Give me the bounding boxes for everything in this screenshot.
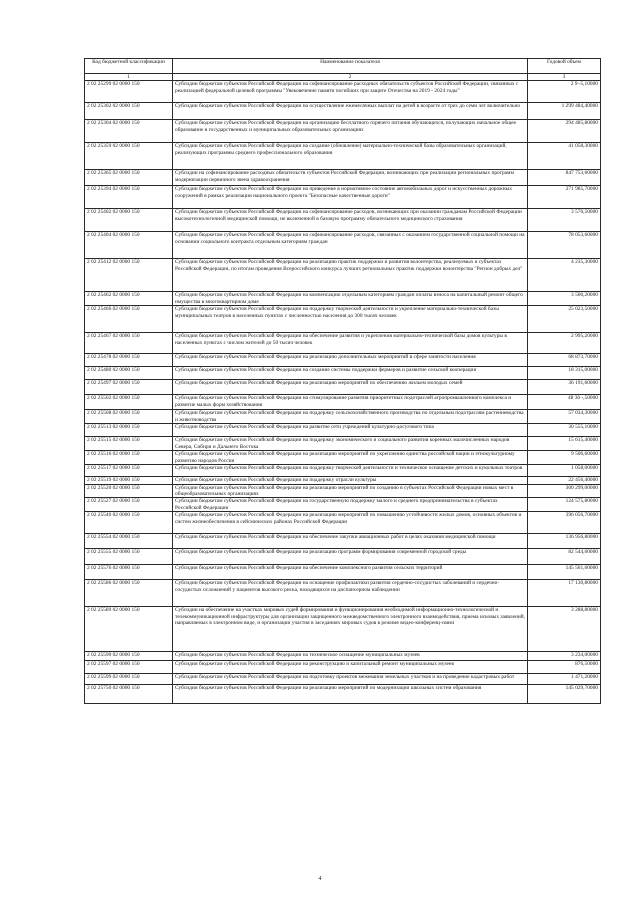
budget-code-cell: 2 02 25516 02 0000 150 bbox=[85, 451, 173, 465]
indicator-name-cell: Субсидии бюджетам субъектов Российской Федерации на поддержку экономического и социального развития коренных малочисленных народов Севера, Сибири и Дальнего Востока bbox=[173, 437, 528, 451]
budget-table-body bbox=[85, 59, 601, 704]
table-row bbox=[85, 292, 601, 306]
budget-code-cell: 2 02 25359 02 0000 150 bbox=[85, 143, 173, 170]
indicator-name-cell: Субсидии бюджетам субъектов Российской Федерации на реализацию мероприятий по повышению устойчивости жилых домов, основных объектов и систем жизнеобеспечения в сейсмических районах Российской Федерации bbox=[173, 512, 528, 534]
table-row bbox=[85, 661, 601, 674]
indicator-name-cell: Субсидии бюджетам субъектов Российской Федерации на реконструкцию и капитальный ремонт муниципальных музеев bbox=[173, 661, 528, 674]
indicator-name-cell: Субсидии бюджетам субъектов Российской Федерации на реализацию мероприятий по созданию в субъектах Российской Федерации новых мест в общеобразовательных организациях bbox=[173, 484, 528, 498]
indicator-name-cell: Субсидии бюджетам субъектов Российской Федерации на реализацию мероприятий по укреплению единства российской нации и этнокультурному развитию народов России bbox=[173, 451, 528, 465]
budget-code-cell: 2 02 25502 02 0000 150 bbox=[85, 395, 173, 410]
indicator-name-cell: Субсидии бюджетам субъектов Российской Федерации на поддержку сельскохозяйственного производства по отдельным подотраслям растениеводства и животноводства bbox=[173, 410, 528, 424]
table-row bbox=[85, 674, 601, 685]
indicator-name-cell: Субсидии бюджетам субъектов Российской Федерации на организацию бесплатного горячего питания обучающихся, получающих начальное общее образование в государственных и муниципальных образовательных организациях bbox=[173, 120, 528, 143]
table-row bbox=[85, 380, 601, 395]
indicator-name-cell: Субсидии бюджетам субъектов Российской Федерации на осуществление ежемесячных выплат на детей в возрасте от трех до семи лет включительно bbox=[173, 103, 528, 120]
annual-volume-cell: 145 561,60000 bbox=[528, 565, 601, 580]
budget-code-cell: 2 02 25519 02 0000 150 bbox=[85, 477, 173, 484]
table-row bbox=[85, 367, 601, 380]
budget-code-cell: 2 02 25478 02 0000 150 bbox=[85, 354, 173, 367]
budget-code-cell: 2 02 25576 02 0000 150 bbox=[85, 565, 173, 580]
table-header-row bbox=[85, 59, 601, 74]
budget-code-cell: 2 02 25365 02 0000 150 bbox=[85, 170, 173, 186]
table-row bbox=[85, 451, 601, 465]
indicator-name-cell: Субсидии бюджетам субъектов Российской Федерации на реализацию дополнительных мероприятий в сфере занятости населения bbox=[173, 354, 528, 367]
budget-code-cell: 2 02 25302 02 0000 150 bbox=[85, 103, 173, 120]
indicator-name-cell: Субсидии бюджетам субъектов Российской Федерации на подготовку проектов межевания земельных участков и на проведение кадастровых работ bbox=[173, 674, 528, 685]
indicator-name-cell: Субсидии бюджетам субъектов Российской Федерации на реализацию практик поддержки и развития волонтерства, реализуемых в субъектах Российской Федерации, по итогам проведения Всероссийского конкурса лучших региональных практик поддержки волонтерства "Регион добрых дел" bbox=[173, 259, 528, 292]
annual-volume-cell: 1 299 484,40000 bbox=[528, 103, 601, 120]
table-row bbox=[85, 81, 601, 103]
table-row bbox=[85, 565, 601, 580]
table-row bbox=[85, 512, 601, 534]
indicator-name-cell: Субсидии бюджетам субъектов Российской Федерации на обеспечение развития и укрепления материально-технической базы домов культуры в населенных пунктах с числом жителей до 50 тысяч человек bbox=[173, 333, 528, 354]
budget-code-cell: 2 02 25517 02 0000 150 bbox=[85, 465, 173, 477]
table-row bbox=[85, 306, 601, 333]
budget-code-cell: 2 02 25555 02 0000 150 bbox=[85, 549, 173, 565]
annual-volume-cell: 876,50000 bbox=[528, 661, 601, 674]
indicator-name-cell: Субсидии бюджетам субъектов Российской Федерации на софинансирование расходов, связанных с оказанием государственной социальной помощи на основании социального контракта отдельным категориям граждан bbox=[173, 232, 528, 259]
indicator-name-cell: Субсидии бюджетам субъектов Российской Федерации на реализацию программ формирования современной городской среды bbox=[173, 549, 528, 565]
budget-code-cell: 2 02 25402 02 0000 150 bbox=[85, 209, 173, 232]
table-row bbox=[85, 354, 601, 367]
annual-volume-cell: 22 456,40000 bbox=[528, 477, 601, 484]
indicator-name-cell: Субсидии на обеспечение на участках мировых судей формирования и функционирования необходимой информационно-технологической и телекоммуникационной инфраструктуры для организации защищенного межведомственного электронного взаимодействия, приема исковых заявлений, направляемых в электронном виде, и организации участия в заседаниях мировых судов в режиме видео-конференц-связи bbox=[173, 607, 528, 652]
table-row bbox=[85, 477, 601, 484]
annual-volume-cell: 145 029,70000 bbox=[528, 685, 601, 704]
table-row bbox=[85, 580, 601, 607]
budget-table bbox=[84, 58, 601, 704]
indicator-name-cell: Субсидии бюджетам субъектов Российской Федерации на обеспечение комплексного развития сельских территорий bbox=[173, 565, 528, 580]
header-volume-cell: Годовой объем bbox=[528, 59, 601, 74]
column-number: 2 bbox=[173, 74, 528, 81]
budget-code-cell: 2 02 25466 02 0000 150 bbox=[85, 306, 173, 333]
budget-code-cell: 2 02 25599 02 0000 150 bbox=[85, 674, 173, 685]
budget-code-cell: 2 02 25394 02 0000 150 bbox=[85, 186, 173, 209]
indicator-name-cell: Субсидии бюджетам субъектов Российской Федерации на оснащение профилактики развития сердечно-сосудистых заболеваний и сердечно-сосудистых осложнений у пациентов высокого риска, находящихся на диспансерном наблюдении bbox=[173, 580, 528, 607]
table-row bbox=[85, 484, 601, 498]
indicator-name-cell: Субсидии бюджетам субъектов Российской Федерации на создание системы поддержки фермеров и развитие сельской кооперации bbox=[173, 367, 528, 380]
page-number: 4 bbox=[318, 876, 322, 882]
annual-volume-cell: 396 056,70000 bbox=[528, 512, 601, 534]
annual-volume-cell: 294 485,80000 bbox=[528, 120, 601, 143]
table-row bbox=[85, 232, 601, 259]
header-name-cell: Наименование показателя bbox=[173, 59, 528, 74]
indicator-name-cell: Субсидии бюджетам субъектов Российской Федерации на софинансирование расходов, возникающих при оказании гражданам Российской Федерации высокотехнологичной медицинской помощи, не включенной в базовую программу обязательного медицинского страхования bbox=[173, 209, 528, 232]
table-row bbox=[85, 424, 601, 437]
budget-code-cell: 2 02 25520 02 0000 150 bbox=[85, 484, 173, 498]
annual-volume-cell: 30 555,10000 bbox=[528, 424, 601, 437]
table-row bbox=[85, 465, 601, 477]
indicator-name-cell: Субсидии бюджетам субъектов Российской Федерации на реализацию мероприятий по модернизации школьных систем образования bbox=[173, 685, 528, 704]
indicator-name-cell: Субсидии бюджетам субъектов Российской Федерации на государственную поддержку малого и среднего предпринимательства в субъектах Российской Федерации bbox=[173, 498, 528, 512]
annual-volume-cell: 41 058,30000 bbox=[528, 143, 601, 170]
indicator-name-cell: Субсидии бюджетам субъектов Российской Федерации на софинансирование расходных обязательств субъектов Российской Федерации, связанных с реализацией федеральной целевой программы "Увековечение памяти погибших при защите Отечества на 2019 - 2024 годы" bbox=[173, 81, 528, 103]
annual-volume-cell: 271 985,70000 bbox=[528, 186, 601, 209]
annual-volume-cell: 3 500,20000 bbox=[528, 292, 601, 306]
table-row bbox=[85, 498, 601, 512]
table-row bbox=[85, 549, 601, 565]
annual-volume-cell: 82 544,60000 bbox=[528, 549, 601, 565]
annual-volume-cell: 847 753,60000 bbox=[528, 170, 601, 186]
annual-volume-cell: 68 873,70000 bbox=[528, 354, 601, 367]
annual-volume-cell: 17 130,80000 bbox=[528, 580, 601, 607]
budget-code-cell: 2 02 25497 02 0000 150 bbox=[85, 380, 173, 395]
budget-code-cell: 2 02 25299 02 0000 150 bbox=[85, 81, 173, 103]
annual-volume-cell: 2 995,20000 bbox=[528, 333, 601, 354]
annual-volume-cell: 1 471,20000 bbox=[528, 674, 601, 685]
budget-code-cell: 2 02 25304 02 0000 150 bbox=[85, 120, 173, 143]
budget-code-cell: 2 02 25750 02 0000 150 bbox=[85, 685, 173, 704]
annual-volume-cell: 9 506,60000 bbox=[528, 451, 601, 465]
budget-code-cell: 2 02 25590 02 0000 150 bbox=[85, 652, 173, 661]
indicator-name-cell: Субсидии бюджетам субъектов Российской Федерации на компенсацию отдельным категориям граждан оплаты взноса на капитальный ремонт общего имущества в многоквартирном доме bbox=[173, 292, 528, 306]
annual-volume-cell: 124 575,80000 bbox=[528, 498, 601, 512]
table-row bbox=[85, 607, 601, 652]
table-row bbox=[85, 395, 601, 410]
table-row bbox=[85, 685, 601, 704]
indicator-name-cell: Субсидии бюджетам субъектов Российской Федерации на создание (обновление) материально-технической базы образовательных организаций, реализующих программы среднего профессионального образования bbox=[173, 143, 528, 170]
table-row bbox=[85, 333, 601, 354]
annual-volume-cell: 18 315,00000 bbox=[528, 367, 601, 380]
table-row bbox=[85, 103, 601, 120]
annual-volume-cell: 3 234,00000 bbox=[528, 652, 601, 661]
annual-volume-cell: 1 058,00000 bbox=[528, 465, 601, 477]
indicator-name-cell: Субсидии бюджетам субъектов Российской Федерации на поддержку творческой деятельности и техническое оснащение детских и кукольных театров bbox=[173, 465, 528, 477]
budget-code-cell: 2 02 25597 02 0000 150 bbox=[85, 661, 173, 674]
annual-volume-cell: 25 023,50000 bbox=[528, 306, 601, 333]
column-number: 1 bbox=[85, 74, 173, 81]
indicator-name-cell: Субсидии бюджетам субъектов Российской Федерации на поддержку отрасли культуры bbox=[173, 477, 528, 484]
budget-code-cell: 2 02 25467 02 0000 150 bbox=[85, 333, 173, 354]
indicator-name-cell: Субсидии бюджетам субъектов Российской Федерации на приведение в нормативное состояние автомобильных дорог и искусственных дорожных сооружений в рамках реализации национального проекта "Безопасные качественные дороги" bbox=[173, 186, 528, 209]
budget-code-cell: 2 02 25527 02 0000 150 bbox=[85, 498, 173, 512]
annual-volume-cell: 57 034,30000 bbox=[528, 410, 601, 424]
table-row bbox=[85, 437, 601, 451]
table-row bbox=[85, 120, 601, 143]
budget-code-cell: 2 02 25412 02 0000 150 bbox=[85, 259, 173, 292]
annual-volume-cell: 15 615,40000 bbox=[528, 437, 601, 451]
annual-volume-cell: 78 053,60000 bbox=[528, 232, 601, 259]
column-number: 3 bbox=[528, 74, 601, 81]
budget-code-cell: 2 02 25404 02 0000 150 bbox=[85, 232, 173, 259]
annual-volume-cell: 300 299,00000 bbox=[528, 484, 601, 498]
table-row bbox=[85, 170, 601, 186]
table-row bbox=[85, 410, 601, 424]
table-row bbox=[85, 209, 601, 232]
annual-volume-cell: 4 235,30000 bbox=[528, 259, 601, 292]
budget-code-cell: 2 02 25513 02 0000 150 bbox=[85, 424, 173, 437]
indicator-name-cell: Субсидии бюджетам субъектов Российской Федерации на реализацию мероприятий по обеспечению жильем молодых семей bbox=[173, 380, 528, 395]
annual-volume-cell: 36 191,60000 bbox=[528, 380, 601, 395]
annual-volume-cell: 3 576,50000 bbox=[528, 209, 601, 232]
table-row bbox=[85, 186, 601, 209]
budget-code-cell: 2 02 25540 02 0000 150 bbox=[85, 512, 173, 534]
indicator-name-cell: Субсидии на софинансирование расходных обязательств субъектов Российской Федерации, возникающих при реализации региональных программ модернизации первичного звена здравоохранения bbox=[173, 170, 528, 186]
budget-code-cell: 2 02 25589 02 0000 150 bbox=[85, 607, 173, 652]
header-code-cell: Код бюджетной классификации bbox=[85, 59, 173, 74]
budget-code-cell: 2 02 25586 02 0000 150 bbox=[85, 580, 173, 607]
indicator-name-cell: Субсидии бюджетам субъектов Российской Федерации на поддержку творческой деятельности и укрепление материально-технической базы муниципальных театров в населенных пунктах с численностью населения до 300 тысяч человек bbox=[173, 306, 528, 333]
indicator-name-cell: Субсидии бюджетам субъектов Российской Федерации на техническое оснащение муниципальных музеев bbox=[173, 652, 528, 661]
table-row bbox=[85, 259, 601, 292]
budget-code-cell: 2 02 25508 02 0000 150 bbox=[85, 410, 173, 424]
budget-code-cell: 2 02 25462 02 0000 150 bbox=[85, 292, 173, 306]
annual-volume-cell: 136 956,80000 bbox=[528, 534, 601, 549]
indicator-name-cell: Субсидии бюджетам субъектов Российской Федерации на стимулирование развития приоритетных подотраслей агропромышленного комплекса и развитие малых форм хозяйствования bbox=[173, 395, 528, 410]
annual-volume-cell: 2 9¬5,10000 bbox=[528, 81, 601, 103]
indicator-name-cell: Субсидии бюджетам субъектов Российской Федерации на обеспечение закупки авиационных работ в целях оказания медицинской помощи bbox=[173, 534, 528, 549]
budget-code-cell: 2 02 25515 02 0000 150 bbox=[85, 437, 173, 451]
table-row bbox=[85, 652, 601, 661]
annual-volume-cell: 48 36¬,50000 bbox=[528, 395, 601, 410]
budget-code-cell: 2 02 25480 02 0000 150 bbox=[85, 367, 173, 380]
annual-volume-cell: 3 288,80000 bbox=[528, 607, 601, 652]
table-row bbox=[85, 143, 601, 170]
budget-code-cell: 2 02 25554 02 0000 150 bbox=[85, 534, 173, 549]
indicator-name-cell: Субсидии бюджетам субъектов Российской Федерации на развитие сети учреждений культурно-досугового типа bbox=[173, 424, 528, 437]
table-row bbox=[85, 534, 601, 549]
column-number-row bbox=[85, 74, 601, 81]
